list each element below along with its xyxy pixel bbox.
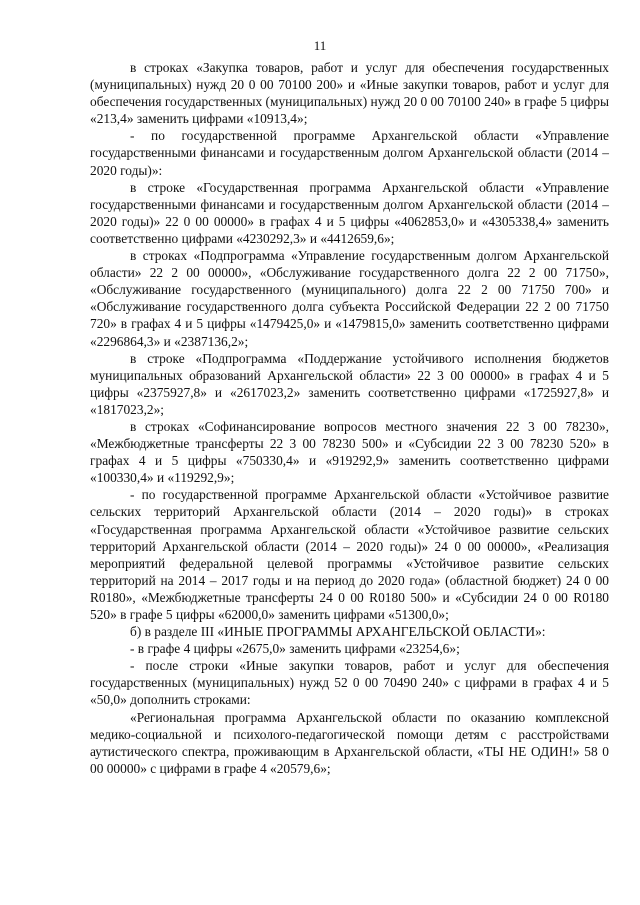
document-body [90,59,609,777]
paragraph: - после строки «Иные закупки товаров, работ и услуг для обеспечения государственных (муниципальных) нужд 52 0 00 70490 240» с цифрами в графах 4 и 5 «50,0» дополнить строками: [90,658,609,708]
paragraph: - в графе 4 цифры «2675,0» заменить цифрами «23254,6»; [130,641,460,657]
paragraph: - по государственной программе Архангельской области «Устойчивое развитие сельских территорий Архангельской области (2014 – 2020 годы)» в строках «Государственная программа Архангельской области «Устойчивое развитие сельских территорий Архангельской области (2014 – 2020 годы)» 24 0 00 00000», «Реализация мероприятий федеральной целевой программы «Устойчивое развитие сельских территорий на 2014 – 2017 годы и на период до 2020 года» (областной бюджет) 24 0 00 R0180», «Межбюджетные трансферты 24 0 00 R0180 500» и «Субсидии 24 0 00 R0180 520» в графе 5 цифры «62000,0» заменить цифрами «51300,0»; [90,487,609,622]
paragraph: в строке «Государственная программа Архангельской области «Управление государственными финансами и государственным долгом Архангельской области (2014 – 2020 годы)» 22 0 00 00000» в графах 4 и 5 цифры «4062853,0» и «4305338,4» заменить соответственно цифрами «4230292,3» и «4412659,6»; [90,179,609,246]
paragraph: б) в разделе III «ИНЫЕ ПРОГРАММЫ АРХАНГЕЛЬСКОЙ ОБЛАСТИ»: [130,624,546,640]
paragraph: в строке «Подпрограмма «Поддержание устойчивого исполнения бюджетов муниципальных образований Архангельской области» 22 3 00 00000» в графах 4 и 5 цифры «2375927,8» и «2617023,2» заменить соответственно цифрами «1725927,8» и «1817023,2»; [90,350,609,417]
page-number: 11 [313,38,327,53]
paragraph: «Региональная программа Архангельской области по оказанию комплексной медико-социальной и психолого-педагогической помощи детям с расстройствами аутистического спектра, проживающим в Архангельской области, «ТЫ НЕ ОДИН!» 58 0 00 00000» с цифрами в графе 4 «20579,6»; [90,709,609,776]
paragraph: в строках «Подпрограмма «Управление государственным долгом Архангельской области» 22 2 00 00000», «Обслуживание государственного долга 22 2 00 71750», «Обслуживание государственного (муниципального) долга 22 2 00 71750 700» и «Обслуживание государственного долга субъекта Российской Федерации 22 2 00 71750 720» в графах 4 и 5 цифры «1479425,0» и «1479815,0» заменить соответственно цифрами «2296864,3» и «2387136,2»; [90,248,609,349]
paragraph: - по государственной программе Архангельской области «Управление государственными финансами и государственным долгом Архангельской области (2014 – 2020 годы)»: [90,128,609,178]
paragraph: в строках «Закупка товаров, работ и услуг для обеспечения государственных (муниципальных) нужд 20 0 00 70100 200» и «Иные закупки товаров, работ и услуг для обеспечения государственных (муниципальных) нужд 20 0 00 70100 240» в графе 5 цифры «213,4» заменить цифрами «10913,4»; [90,60,609,127]
paragraph: в строках «Софинансирование вопросов местного значения 22 3 00 78230», «Межбюджетные трансферты 22 3 00 78230 500» и «Субсидии 22 3 00 78230 520» в графах 4 и 5 цифры «750330,4» и «919292,9» заменить соответственно цифрами «100330,4» и «119292,9»; [90,418,609,486]
